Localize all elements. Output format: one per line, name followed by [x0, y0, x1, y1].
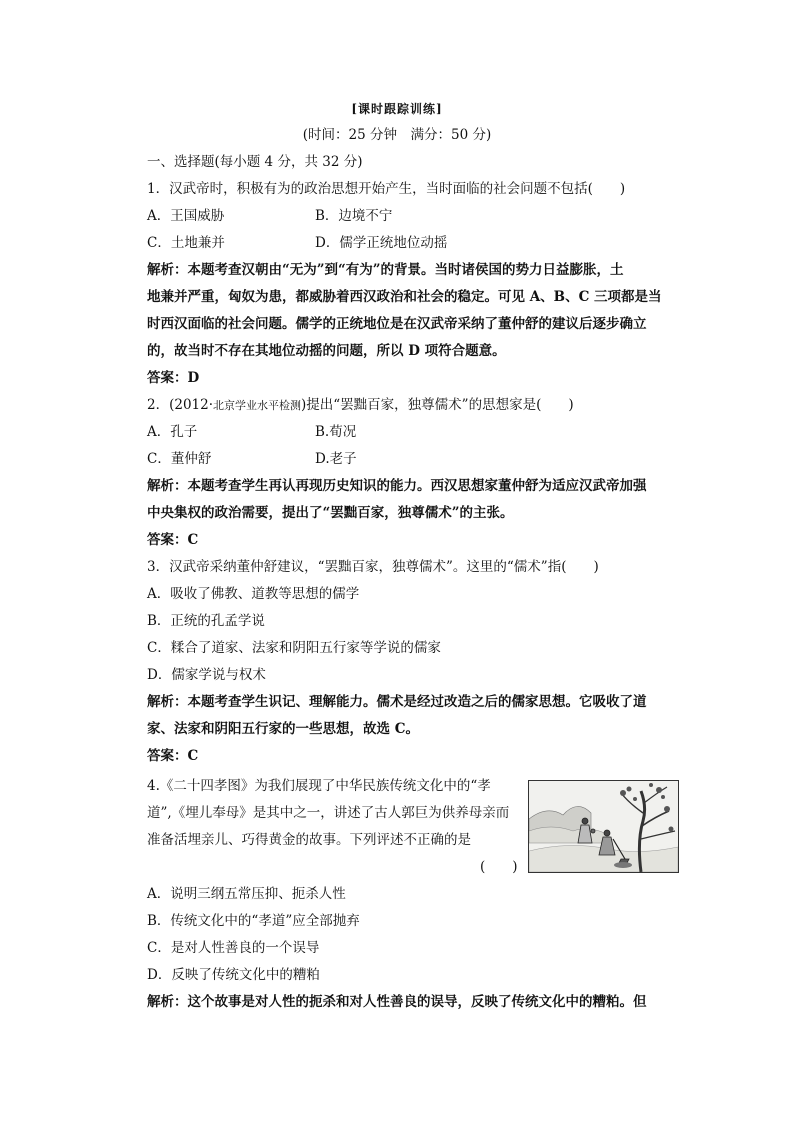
- q1-answer: 答案：D: [147, 370, 200, 386]
- q2-option-c: C．董仲舒: [147, 451, 212, 467]
- q3-analysis-line: 解析：本题考查学生识记、理解能力。儒术是经过改造之后的儒家思想。它吸收了道: [147, 694, 647, 710]
- q4-stem-line: 道”,《埋儿奉母》是其中之一，讲述了古人郭巨为供养母亲而: [147, 805, 510, 821]
- q4-answer-blank: ( ): [480, 859, 518, 875]
- q1-option-a: A．王国威胁: [147, 208, 225, 224]
- q2-source: 北京学业水平检测: [213, 399, 302, 412]
- q2-answer: 答案：C: [147, 532, 199, 548]
- q1-analysis-line: 时西汉面临的社会问题。儒学的正统地位是在汉武帝采纳了董仲舒的建议后逐步确立: [147, 316, 647, 332]
- q1-option-c: C．土地兼并: [147, 235, 225, 251]
- q3-option-b: B．正统的孔孟学说: [147, 613, 265, 629]
- q1-analysis-line: 的，故当时不存在其地位动摇的问题，所以 D 项符合题意。: [147, 343, 506, 359]
- q2-analysis-line: 解析：本题考查学生再认再现历史知识的能力。西汉思想家董仲舒为适应汉武帝加强: [147, 478, 647, 494]
- q2-stem-suffix: )提出“罢黜百家，独尊儒术”的思想家是( ): [301, 397, 574, 413]
- illustration-drawing: [529, 781, 678, 872]
- q4-stem-line: 准备活埋亲儿、巧得黄金的故事。下列评述不正确的是: [147, 832, 471, 848]
- q4-option-d: D．反映了传统文化中的糟粕: [147, 967, 320, 983]
- q3-analysis-line: 家、法家和阴阳五行家的一些思想，故选 C。: [147, 721, 419, 737]
- q2-option-d: D.老子: [315, 451, 357, 467]
- q1-analysis-line: 地兼并严重，匈奴为患，都威胁着西汉政治和社会的稳定。可见 A、B、C 三项都是当: [147, 289, 662, 305]
- q3-option-a: A．吸收了佛教、道教等思想的儒学: [147, 586, 360, 602]
- q2-stem-prefix: 2．(2012·: [147, 397, 214, 413]
- q4-stem-line: 4.《二十四孝图》为我们展现了中华民族传统文化中的“孝: [147, 778, 491, 794]
- q1-analysis-line: 解析：本题考查汉朝由“无为”到“有为”的背景。当时诸侯国的势力日益膨胀，土: [147, 262, 624, 278]
- q1-option-d: D．儒学正统地位动摇: [315, 235, 448, 251]
- page-title: [课时跟踪训练]: [351, 102, 443, 116]
- q1-stem: 1．汉武帝时，积极有为的政治思想开始产生，当时面临的社会问题不包括( ): [147, 181, 626, 197]
- q4-option-a: A．说明三纲五常压抑、扼杀人性: [147, 886, 346, 902]
- q4-option-c: C．是对人性善良的一个误导: [147, 940, 320, 956]
- q1-option-b: B．边境不宁: [315, 208, 393, 224]
- q2-analysis-line: 中央集权的政治需要，提出了“罢黜百家，独尊儒术”的主张。: [147, 505, 514, 521]
- q2-option-b: B.荀况: [315, 424, 357, 440]
- q3-option-d: D．儒家学说与权术: [147, 667, 266, 683]
- q4-option-b: B．传统文化中的“孝道”应全部抛弃: [147, 913, 360, 929]
- q2-stem: [147, 396, 574, 415]
- q2-option-a: A．孔子: [147, 424, 198, 440]
- q4-analysis-line: 解析：这个故事是对人性的扼杀和对人性善良的误导，反映了传统文化中的糟粕。但: [147, 994, 647, 1010]
- q3-answer: 答案：C: [147, 748, 199, 764]
- filial-piety-illustration: [528, 780, 679, 873]
- section-heading: 一、选择题(每小题 4 分，共 32 分): [147, 154, 363, 170]
- time-score-info: (时间：25 分钟 满分：50 分): [302, 127, 492, 143]
- q3-option-c: C．糅合了道家、法家和阴阳五行家等学说的儒家: [147, 640, 441, 656]
- q3-stem: 3．汉武帝采纳董仲舒建议，“罢黜百家，独尊儒术”。这里的“儒术”指( ): [147, 559, 599, 575]
